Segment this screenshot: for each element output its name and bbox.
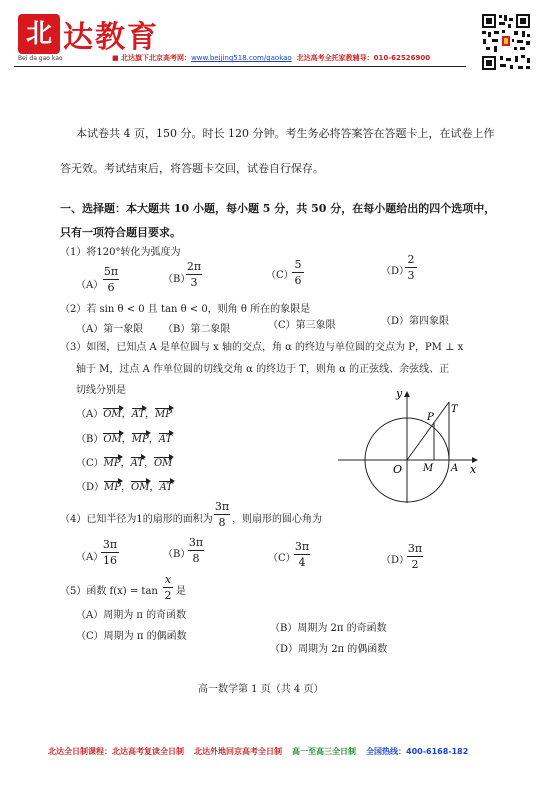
q4-option-b-num: 3π (188, 536, 204, 549)
q4-option-b-frac (188, 536, 204, 565)
q4-stem-num: 3π (214, 500, 230, 513)
q3-option-b-vec-2: MP (131, 434, 149, 445)
q5-stem-den: 2 (164, 589, 172, 602)
q3-option-c-vec-3: OM (153, 458, 173, 469)
q2-option-b: （B）第二象限 (163, 324, 231, 335)
q1-option-c-den: 6 (294, 274, 302, 287)
q5-stem-num: x (164, 573, 172, 586)
logo-mark: 北 (18, 14, 60, 54)
label-t: T (451, 404, 458, 415)
q2-option-d: （D）第四象限 (381, 316, 450, 327)
q3-line-1: （3）如图，已知点 A 是单位圆与 x 轴的交点，角 α 的终边与单位圆的交点为 P，PM ⊥ x (60, 342, 464, 353)
q4-stem-frac (214, 500, 230, 529)
q3-option-a: （A）OM，AT，MP (76, 409, 172, 420)
q3-option-d: （D）MP，OM，AT (76, 482, 173, 493)
page-number: 高一数学第 1 页（共 4 页） (198, 684, 324, 695)
q5-option-d: （D）周期为 2π 的偶函数 (270, 644, 388, 655)
q3-line-3: 切线分别是 (76, 385, 126, 396)
q4-option-b-label: （B） (163, 549, 191, 560)
q4-option-c-den: 4 (298, 556, 306, 569)
q3-option-a-vec-1: OM (103, 409, 122, 420)
label-p: P (427, 412, 434, 423)
label-o: O (393, 463, 403, 476)
q5-option-c: （C）周期为 π 的偶函数 (76, 631, 187, 642)
header-info (112, 53, 430, 63)
label-y: y (396, 387, 403, 400)
q1-option-b-frac (186, 260, 202, 289)
q4-option-a-label: （A） (76, 552, 104, 563)
label-a: A (451, 463, 459, 474)
unit-circle-figure (330, 385, 490, 505)
q1-option-d-den: 3 (407, 269, 415, 282)
q4-stem-den: 8 (218, 516, 226, 529)
q5-stem-frac (163, 573, 173, 602)
q3-line-2: 轴于 M，过点 A 作单位圆的切线交角 α 的终边于 T，则角 α 的正弦线、余弦线、正 (76, 364, 450, 375)
q3-option-d-vec-1: MP (104, 482, 121, 493)
q1-option-d-frac (405, 253, 417, 282)
q5-stem-b: 是 (176, 586, 186, 597)
q1-option-c-label: （C） (266, 270, 294, 281)
header-info-suffix: 北达高考全托家教辅导：010-62526900 (296, 54, 431, 62)
q3-option-b-vec-3: AT (158, 434, 173, 445)
q3-option-b-label: （B） (76, 434, 104, 445)
q3-option-c-label: （C） (76, 458, 104, 469)
bottom-item-2: 北达外地回京高考全日制 (194, 747, 282, 756)
q1-option-d-label: （D） (381, 266, 410, 277)
q2-option-c: （C）第三象限 (268, 320, 336, 331)
q1-option-b-label: （B） (163, 274, 191, 285)
q4-option-d-label: （D） (381, 555, 410, 566)
logo-pinyin: Bei da gao kao (18, 55, 63, 62)
header-info-prefix: ■ 北达旗下北京高考网： (112, 54, 192, 62)
bottom-banner (48, 746, 478, 757)
bottom-item-4: 全国热线：400-6168-182 (366, 747, 469, 756)
q1-option-a-den: 6 (107, 281, 115, 294)
q3-option-a-label: （A） (76, 409, 104, 420)
bottom-item-3: 高一至高三全日制 (292, 747, 356, 756)
q1-option-b-num: 2π (186, 260, 202, 273)
section-1-title: 一、选择题：本大题共 10 小题，每小题 5 分，共 50 分，在每小题给出的四个选项中， (60, 202, 496, 215)
intro-line-1: 本试卷共 4 页，150 分。时长 120 分钟。考生务必将答案答在答题卡上，在试卷上作 (76, 127, 495, 140)
q4-option-d-den: 2 (411, 558, 419, 571)
terminal-side (407, 402, 449, 460)
label-m: M (423, 463, 434, 474)
q4-stem-a: （4）已知半径为1的扇形的面积为 (60, 514, 213, 525)
q3-option-b: （B）OM，MP，AT (76, 434, 173, 445)
q4-option-c-num: 3π (294, 540, 310, 553)
q4-option-c-label: （C） (268, 553, 296, 564)
q1-option-a-num: 5π (103, 265, 119, 278)
q5-option-b: （B）周期为 2π 的奇函数 (270, 623, 387, 634)
header-url-link[interactable]: www.beijing518.com/gaokao (191, 54, 292, 62)
q5-stem-a: （5）函数 f(x) = tan (60, 586, 158, 597)
logo-name: 达教育 (63, 20, 159, 55)
q1-option-b-den: 3 (190, 276, 198, 289)
bottom-item-1: 北达全日制课程：北达高考复读全日制 (48, 747, 184, 756)
q3-option-c-vec-1: MP (103, 458, 121, 469)
q4-option-c-frac (294, 540, 310, 569)
q4-option-a-den: 16 (103, 554, 117, 567)
q2-stem: （2）若 sin θ < 0 且 tan θ < 0，则角 θ 所在的象限是 (60, 304, 311, 315)
q3-option-a-vec-2: AT (131, 409, 146, 420)
q4-option-b-den: 8 (192, 552, 200, 565)
q2-option-a: （A）第一象限 (76, 324, 144, 335)
q1-option-a-frac (103, 265, 119, 294)
header-divider (14, 66, 466, 67)
q4-option-d-frac (407, 542, 423, 571)
q3-option-d-vec-3: AT (159, 482, 173, 493)
q4-option-d-num: 3π (407, 542, 423, 555)
q3-option-b-vec-1: OM (103, 434, 122, 445)
q3-option-a-vec-3: MP (155, 409, 172, 420)
q4-option-a-frac (101, 538, 119, 567)
section-1-subtitle: 只有一项符合题目要求。 (60, 226, 181, 239)
q1-option-c-num: 5 (294, 258, 302, 271)
q1-stem: （1）将120°转化为弧度为 (60, 247, 181, 258)
q3-option-d-vec-2: OM (131, 482, 150, 493)
y-axis-arrow (404, 391, 410, 397)
q1-option-d-num: 2 (407, 253, 415, 266)
q3-option-c: （C）MP，AT，OM (76, 458, 173, 469)
q4-stem-b: ，则扇形的圆心角为 (232, 514, 322, 525)
intro-line-2: 答无效。考试结束后，将答题卡交回，试卷自行保存。 (60, 162, 324, 175)
q3-option-c-vec-2: AT (130, 458, 144, 469)
qr-code-icon (480, 12, 532, 72)
q1-option-c-frac (292, 258, 304, 287)
q4-option-a-num: 3π (102, 538, 118, 551)
label-x: x (470, 463, 477, 476)
q5-option-a: （A）周期为 π 的奇函数 (76, 610, 187, 621)
q3-option-d-label: （D） (76, 482, 105, 493)
q1-option-a-label: （A） (76, 280, 104, 291)
